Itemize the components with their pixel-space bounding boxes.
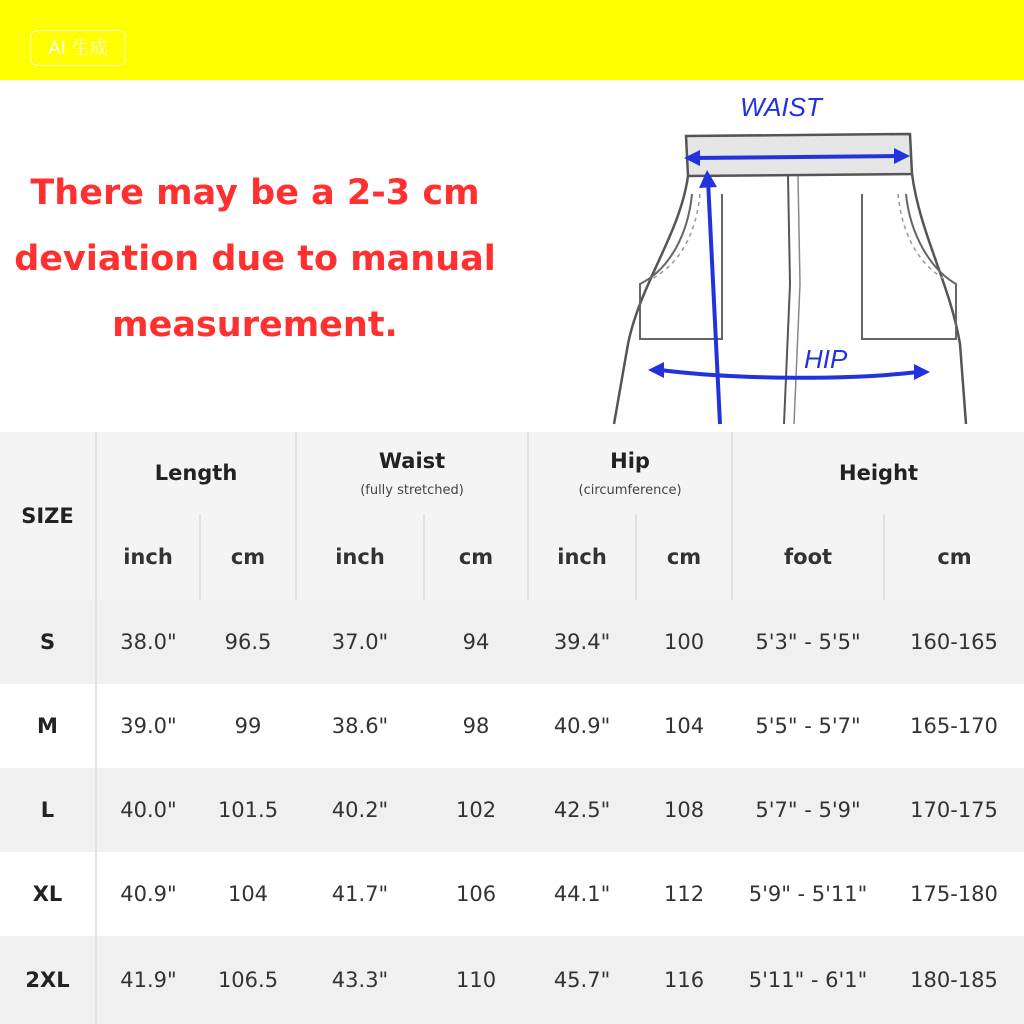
group-header-row [0,432,1024,514]
cell: 39.4" [553,630,611,654]
hip-arrow [660,370,918,378]
notice-line-2: deviation due to manual [14,239,496,279]
cell: 41.9" [120,968,177,992]
cell: 99 [234,714,262,738]
unit-length-inch: inch [123,545,173,569]
cell: 104 [227,882,269,906]
waist-label: WAIST [740,92,822,122]
cell: 170-175 [910,798,998,822]
group-hip-title: Hip [610,448,650,473]
cell: 108 [663,798,705,822]
cell: 106.5 [217,968,279,992]
cell: 100 [663,630,705,654]
pants-measurement-diagram [600,84,1024,429]
cell: 45.7" [553,968,611,992]
cell: 98 [462,714,490,738]
cell: 5'7" - 5'9" [755,798,861,822]
row-size: M [0,684,96,768]
cell: 38.0" [120,630,177,654]
length-arrow [708,180,720,424]
cell: 110 [455,968,497,992]
row-size: L [0,768,96,852]
cell: 175-180 [910,882,998,906]
cell: 5'3" - 5'5" [755,630,861,654]
group-hip-note: (circumference) [578,482,682,498]
cell: 40.9" [120,882,177,906]
cell: 40.9" [553,714,611,738]
cell: 160-165 [910,630,998,654]
cell: 38.6" [331,714,389,738]
notice-line-3: measurement. [112,305,398,345]
cell: 165-170 [910,714,998,738]
cell: 39.0" [120,714,177,738]
waist-arrow [692,156,900,158]
cell: 106 [455,882,497,906]
cell: 40.2" [331,798,389,822]
table-row [0,684,1024,768]
group-length [96,432,296,514]
cell: 44.1" [553,882,611,906]
row-size: XL [0,852,96,936]
top-banner [0,0,1024,80]
cell: 116 [663,968,705,992]
cell: 5'11" - 6'1" [748,968,868,992]
group-height [732,432,1024,514]
table-row [0,936,1024,1024]
cell: 41.7" [331,882,389,906]
group-waist-title: Waist [378,448,446,473]
notice-line-1: There may be a 2-3 cm [30,173,480,213]
cell: 5'9" - 5'11" [748,882,868,906]
cell: 180-185 [910,968,998,992]
group-waist-note: (fully stretched) [360,482,464,498]
ai-generated-badge: AI 生成 [30,30,126,66]
cell: 102 [455,798,497,822]
row-size: S [0,600,96,684]
cell: 5'5" - 5'7" [755,714,861,738]
group-hip [528,432,732,514]
cell: 40.0" [120,798,177,822]
right-pocket [862,194,956,339]
measurement-notice [10,160,500,358]
group-length-title: Length [154,461,238,485]
unit-waist-inch: inch [296,514,424,600]
cell: 96.5 [224,630,272,654]
cell: 94 [462,630,490,654]
size-chart-table [0,432,1024,1024]
table-row [0,768,1024,852]
unit-height-foot: foot [732,514,884,600]
size-header: SIZE [0,432,96,600]
cell: 112 [663,882,705,906]
cell: 37.0" [331,630,389,654]
group-waist [296,432,528,514]
unit-hip-inch: inch [528,514,636,600]
group-height-title: Height [839,461,919,485]
cell: 101.5 [217,798,279,822]
cell: 43.3" [331,968,389,992]
unit-length-cm: cm [200,514,296,600]
cell: 42.5" [553,798,611,822]
unit-waist-cm: cm [424,514,528,600]
unit-header-row [0,514,1024,600]
row-size: 2XL [0,936,96,1024]
table-row [0,852,1024,936]
unit-height-cm: cm [884,514,1024,600]
unit-hip-cm: cm [636,514,732,600]
hip-label: HIP [804,344,848,374]
cell: 104 [663,714,705,738]
table-row [0,600,1024,684]
